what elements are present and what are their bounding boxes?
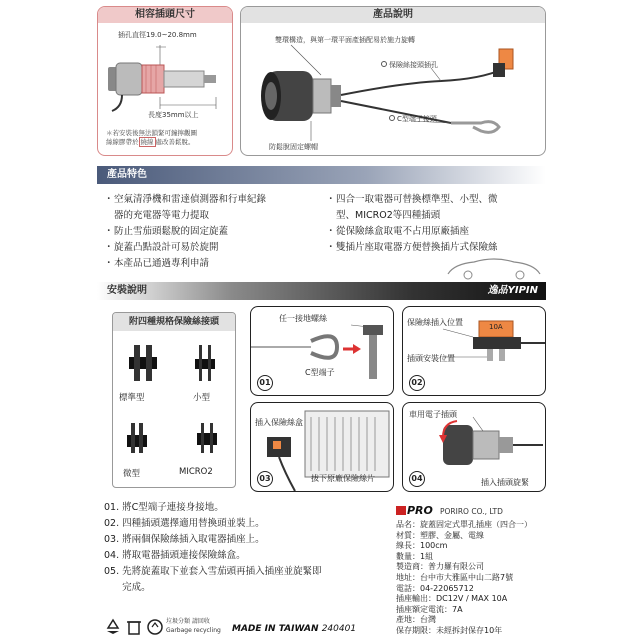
- spec-10: 保存期限：未經拆封保存10年: [396, 626, 503, 635]
- product-title: 產品說明: [241, 7, 545, 23]
- trash-bin-icon: [126, 618, 142, 636]
- spec-4: 製造商：普力羅有限公司: [396, 562, 484, 572]
- feature-item: ・旋蓋凸點設計可易於旋開: [104, 242, 219, 253]
- features-left: [104, 192, 266, 272]
- maker-company: PORIRO CO., LTD: [440, 507, 503, 516]
- panel3-number: 03: [257, 471, 273, 487]
- panel4-number: 04: [409, 471, 425, 487]
- panel2-number: 02: [409, 375, 425, 391]
- step-3: 03. 將兩個保險絲插入取電器插座上。: [104, 534, 265, 545]
- spec-5: 地址：台中市大雅區中山二路7號: [396, 573, 514, 582]
- feature-item: ・防止雪茄頭鬆脫的固定旋蓋: [104, 226, 229, 237]
- spec-3: 數量：1組: [396, 551, 434, 561]
- callout-c: C型端子接頭: [389, 115, 437, 124]
- made-in: MADE IN TAIWAN 240401: [232, 624, 357, 634]
- spec-9: 產地：台灣: [396, 615, 436, 625]
- panel1-label-top: 任一接地螺絲: [279, 314, 327, 323]
- feature-item: ・空氣清淨機和雷達偵測器和行車紀錄: [104, 194, 267, 205]
- step-1: 01. 將C型端子連接身接地。: [104, 502, 224, 513]
- circle-icon: [389, 115, 395, 121]
- product-panel: [240, 6, 546, 156]
- panel2-label-pos: 保險絲插入位置: [407, 318, 463, 327]
- fuse-standard-icon: [127, 343, 159, 383]
- note-highlight: 繞線: [140, 138, 154, 146]
- step-4: 04. 將取電器插頭連接保險絲盒。: [104, 550, 246, 561]
- plug-illustration: [102, 41, 230, 113]
- spec-0: 品名：旋蓋固定式單孔插座（四合一）: [396, 520, 532, 529]
- fuse-label-mini: 小型: [193, 393, 211, 403]
- fuse-label-standard: 標準型: [119, 393, 145, 403]
- panel2-fuse-value: 10A: [489, 323, 503, 331]
- recycle-icon: [104, 618, 122, 636]
- compat-panel: [97, 6, 233, 156]
- logo-mark: [396, 506, 406, 515]
- feature-item: ・從保險絲盒取電不占用原廠插座: [326, 226, 470, 237]
- features-right: [326, 192, 498, 256]
- spec-7: 插座輸出：DC12V / MAX 10A: [396, 594, 508, 604]
- maker-logo: PRO: [396, 504, 433, 517]
- spec-8: 插座額定電流：7A: [396, 604, 463, 614]
- spec-2: 線長：100cm: [396, 541, 448, 551]
- compat-diameter: 插孔直徑19.0~20.8mm: [118, 31, 197, 39]
- fuse-label-micro2: MICRO2: [179, 467, 213, 477]
- step-2: 02. 四種插頭選擇適用替換頭並裝上。: [104, 518, 265, 529]
- panel1-label-c: C型端子: [305, 368, 335, 377]
- install-panel-2: [402, 306, 546, 396]
- fuse-label-micro: 微型: [123, 469, 141, 479]
- install-panel-1: [250, 306, 394, 396]
- fuse-micro-icon: [125, 421, 149, 455]
- install-panel-4: [402, 402, 546, 492]
- panel4-label-rotate: 插入插頭旋緊: [481, 478, 529, 487]
- recycling-circle-icon: [146, 618, 164, 636]
- fuse-types-panel: [112, 312, 236, 488]
- recycle-text: 垃圾分類 請回收 Garbage recycling: [166, 618, 221, 634]
- panel3-label-insert: 插入保險絲盒: [255, 418, 303, 427]
- fuse-mini-icon: [193, 343, 217, 383]
- callout-rotate: 雙環構造，與第一環平面產插配易於施力旋轉: [275, 36, 415, 44]
- feature-item: ・本產品已通過專利申請: [104, 258, 210, 269]
- panel1-number: 01: [257, 375, 273, 391]
- callout-fuse: 保險絲接頭插孔: [381, 61, 438, 70]
- install-title: 安裝說明 逸品YIPIN: [97, 282, 546, 300]
- fuse-micro2-icon: [195, 421, 219, 455]
- compat-title: 相容插頭尺寸: [98, 7, 232, 23]
- compat-length: 長度35mm以上: [148, 111, 199, 119]
- feature-item: ・雙插片座取電器方便替換插片式保險絲: [326, 242, 498, 253]
- circle-icon: [381, 61, 387, 67]
- step-5-cont: 完成。: [104, 582, 151, 593]
- callout-fix: 防鬆脫固定螺帽: [269, 143, 318, 151]
- panel4-label-plug: 車用電子插頭: [409, 410, 457, 419]
- spec-6: 電話：04-22065712: [396, 583, 474, 593]
- panel3-label-pull: 拔下原廠保險絲片: [311, 474, 375, 483]
- car-silhouette-icon: [444, 254, 544, 280]
- spec-1: 材質：塑膠、金屬、電線: [396, 530, 484, 540]
- feature-item: 型、MICRO2等四種插頭: [336, 210, 441, 221]
- panel2-label-head: 插頭安裝位置: [407, 354, 455, 363]
- feature-item: 器的充電器等電力提取: [114, 210, 210, 221]
- batch-code: 240401: [321, 624, 357, 634]
- step-5: 05. 先將旋蓋取下並套入雪茄頭再插入插座並旋緊即: [104, 566, 322, 577]
- feature-item: ・四合一取電器可替換標準型、小型、微: [326, 194, 498, 205]
- fuse-types-title: 附四種規格保險絲接頭: [113, 313, 235, 331]
- features-title: 產品特色: [97, 166, 546, 184]
- brand-logo: 逸品YIPIN: [487, 285, 538, 296]
- install-panel-3: [250, 402, 394, 492]
- compat-note: ＊若安裝後無法鎖緊可鐘擰觀圖 絲線膠帶於 繞線 處改善鬆脫。: [106, 129, 197, 146]
